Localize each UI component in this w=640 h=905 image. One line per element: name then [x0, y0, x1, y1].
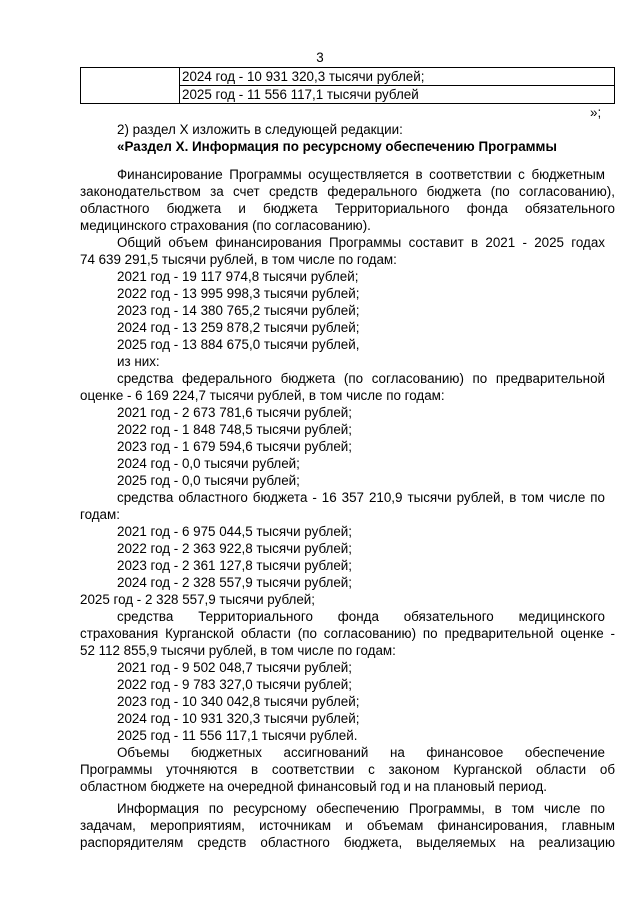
year-line: 2022 год - 9 783 327,0 тысячи рублей;: [117, 677, 352, 692]
paragraph-line: областного бюджета и бюджета Территориального фонда обязательного: [80, 201, 615, 216]
year-line: 2024 год - 0,0 тысячи рублей;: [117, 456, 300, 471]
year-line: 2025 год - 0,0 тысячи рублей;: [117, 473, 300, 488]
table-cell: 2024 год - 10 931 320,3 тысячи рублей;: [180, 68, 615, 86]
year-line: 2021 год - 9 502 048,7 тысячи рублей;: [117, 660, 352, 675]
paragraph-line: из них:: [117, 354, 160, 369]
year-line: 2023 год - 14 380 765,2 тысячи рублей;: [117, 303, 360, 318]
funding-table-fragment: [80, 67, 615, 104]
year-line: 2023 год - 10 340 042,8 тысячи рублей;: [117, 694, 360, 709]
year-line: 2023 год - 2 361 127,8 тысячи рублей;: [117, 558, 352, 573]
paragraph-line: задачам, мероприятиям, источникам и объемам финансирования, главным: [80, 818, 615, 833]
paragraph-line: средства федерального бюджета (по согласованию) по предварительной: [117, 371, 605, 386]
paragraph-line: Объемы бюджетных ассигнований на финансовое обеспечение: [117, 745, 605, 760]
year-line: 2022 год - 1 848 748,5 тысячи рублей;: [117, 422, 352, 437]
table-cell-empty: [81, 68, 180, 104]
amendment-item: 2) раздел X изложить в следующей редакции:: [117, 122, 403, 137]
year-line: 2025 год - 2 328 557,9 тысячи рублей;: [80, 592, 315, 607]
paragraph-line: законодательством за счет средств федерального бюджета (по согласованию),: [80, 184, 615, 199]
paragraph-line: Общий объем финансирования Программы составит в 2021 - 2025 годах: [117, 235, 605, 250]
paragraph-line: Программы уточняются в соответствии с законом Курганской области об: [80, 762, 615, 777]
paragraph-line: Финансирование Программы осуществляется в соответствии с бюджетным: [117, 167, 605, 182]
paragraph-line: страхования Курганской области (по согласованию) по предварительной оценке -: [80, 626, 615, 641]
closing-quote: »;: [590, 105, 602, 120]
paragraph-line: годам:: [80, 507, 120, 522]
paragraph-line: областном бюджете на очередной финансовый год и на плановый период.: [80, 779, 547, 794]
paragraph-line: оценке - 6 169 224,7 тысячи рублей, в том числе по годам:: [80, 388, 445, 403]
paragraph-line: средства областного бюджета - 16 357 210,9 тысячи рублей, в том числе по: [117, 490, 605, 505]
year-line: 2025 год - 11 556 117,1 тысячи рублей.: [117, 728, 358, 743]
year-line: 2024 год - 10 931 320,3 тысячи рублей;: [117, 711, 360, 726]
year-line: 2021 год - 2 673 781,6 тысячи рублей;: [117, 405, 352, 420]
paragraph-line: 74 639 291,5 тысячи рублей, в том числе по годам:: [80, 252, 397, 267]
year-line: 2022 год - 2 363 922,8 тысячи рублей;: [117, 541, 352, 556]
paragraph-line: медицинского страхования (по согласованию).: [80, 218, 371, 233]
page-number: 3: [316, 50, 324, 65]
paragraph-line: Информация по ресурсному обеспечению Программы, в том числе по: [117, 801, 605, 816]
table-row: [81, 68, 615, 86]
year-line: 2024 год - 13 259 878,2 тысячи рублей;: [117, 320, 360, 335]
section-heading: «Раздел X. Информация по ресурсному обеспечению Программы: [117, 139, 557, 154]
year-line: 2024 год - 2 328 557,9 тысячи рублей;: [117, 575, 352, 590]
year-line: 2025 год - 13 884 675,0 тысячи рублей,: [117, 337, 360, 352]
year-line: 2022 год - 13 995 998,3 тысячи рублей;: [117, 286, 360, 301]
paragraph-line: 52 112 855,9 тысячи рублей, в том числе по годам:: [80, 643, 396, 658]
paragraph-line: средства Территориального фонда обязательного медицинского: [117, 609, 605, 624]
paragraph-line: распорядителям средств областного бюджета, выделяемых на реализацию: [80, 835, 615, 850]
year-line: 2021 год - 19 117 974,8 тысячи рублей;: [117, 269, 359, 284]
table-cell: 2025 год - 11 556 117,1 тысячи рублей: [180, 86, 615, 104]
year-line: 2021 год - 6 975 044,5 тысячи рублей;: [117, 524, 352, 539]
year-line: 2023 год - 1 679 594,6 тысячи рублей;: [117, 439, 352, 454]
